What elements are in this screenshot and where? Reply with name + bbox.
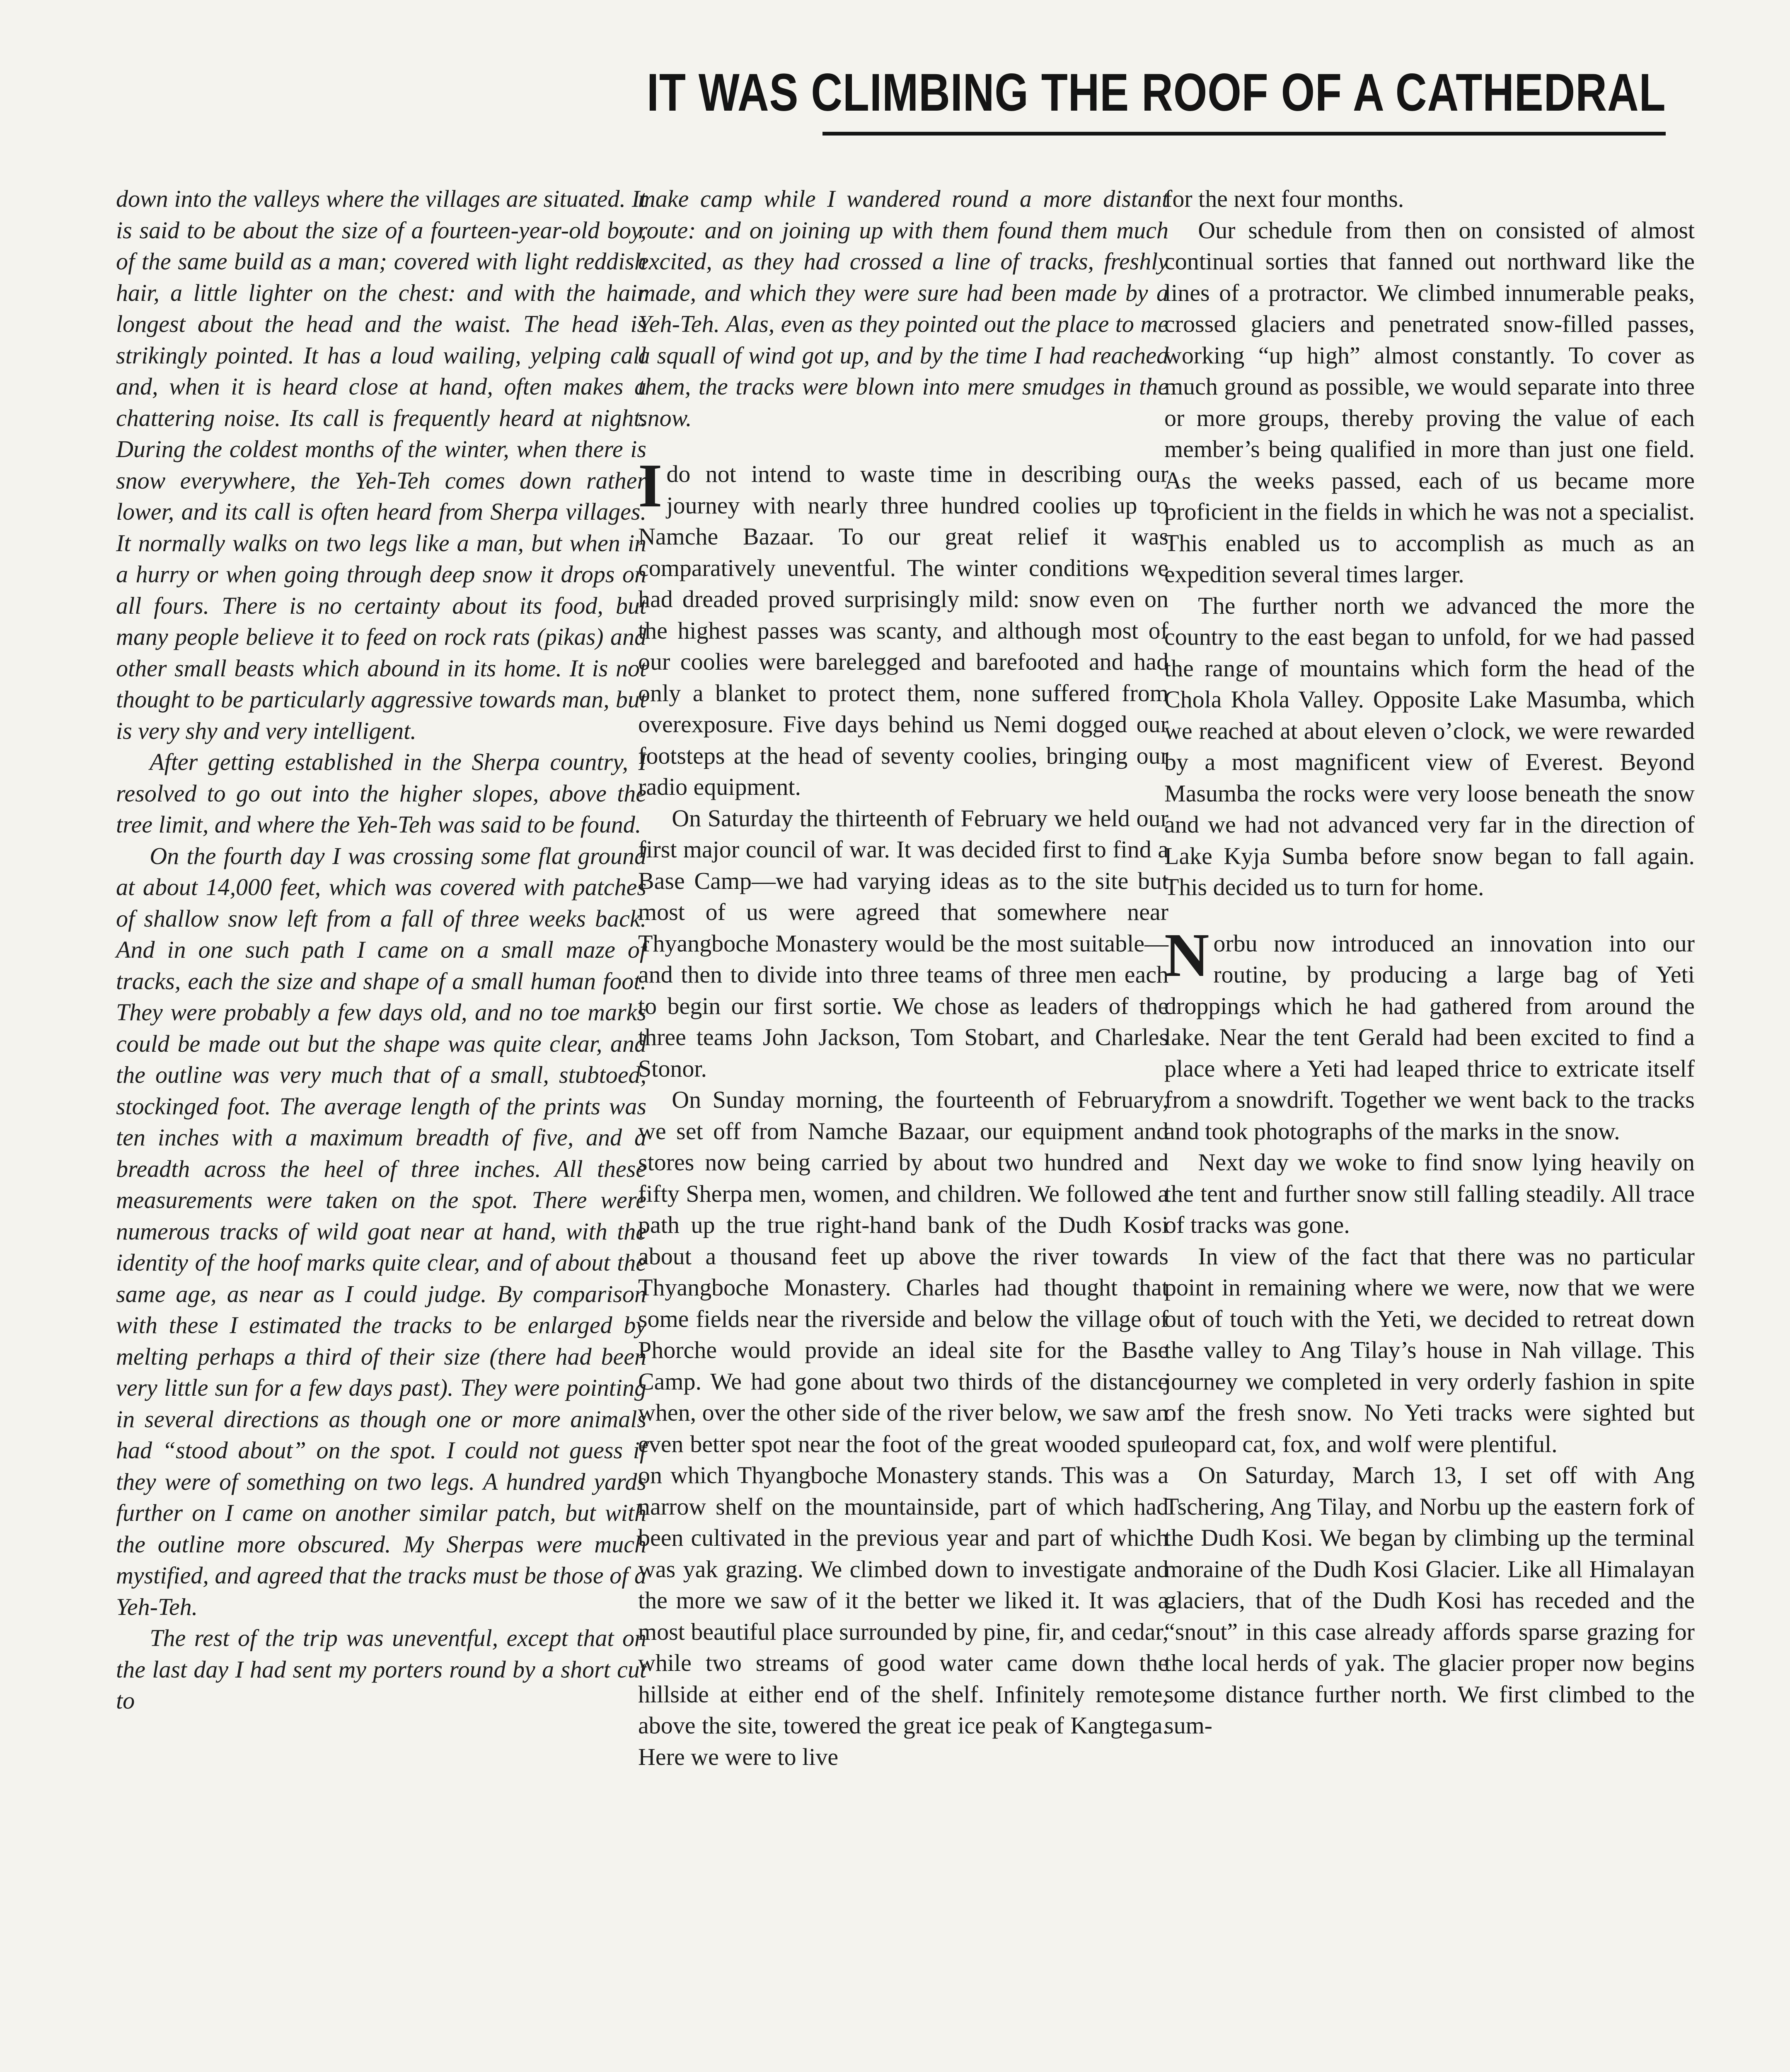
column-1 [116, 183, 646, 1716]
paragraph: On Sunday morning, the fourteenth of February, we set off from Namche Bazaar, our equipment and stores now being carried by about two hundred and fifty Sherpa men, women, and children. We followed a path up the true right-hand bank of the Dudh Kosi about a thousand feet up above the river towards Thyangboche Monastery. Charles had thought that some fields near the riverside and below the village of Phorche would provide an ideal site for the Base Camp. We had gone about two thirds of the distance when, over the other side of the river below, we saw an even better spot near the foot of the great wooded spur on which Thyangboche Monastery stands. This was a narrow shelf on the mountainside, part of which had been cultivated in the previous year and part of which was yak grazing. We climbed down to investigate and the more we saw of it the better we liked it. It was a most beautiful place surrounded by pine, fir, and cedar, while two streams of good water came down the hillside at either end of the shelf. Infinitely remote, above the site, towered the great ice peak of Kangtega. Here we were to live [638, 1086, 1168, 1770]
paragraph-text: orbu now introduced an innovation into our routine, by producing a large bag of Yeti droppings which he had gathered from around the lake. Near the tent Gerald had been excited to find a place where a Yeti had leaped thrice to extricate itself from a snowdrift. Together we went back to the tracks and took photographs of the marks in the snow. [1164, 929, 1695, 1145]
paragraph: The rest of the trip was uneventful, except that on the last day I had sent my porters round by a short cut to [116, 1624, 646, 1714]
paragraph: On Saturday the thirteenth of February we held our first major council of war. It was decided first to find a Base Camp—we had varying ideas as to the site but most of us were agreed that somewhere near Thyangboche Monastery would be the most suitable—and then to divide into three teams of three men each to begin our first sortie. We chose as leaders of the three teams John Jackson, Tom Stobart, and Charles Stonor. [638, 804, 1168, 1082]
paragraph: Our schedule from then on consisted of almost continual sorties that fanned out northward like the lines of a protractor. We climbed innumerable peaks, crossed glaciers and penetrated snow-filled passes, working “up high” almost constantly. To cover as much ground as possible, we would separate into three or more groups, thereby proving the value of each member’s being qualified in more than just one field. As the weeks passed, each of us became more proficient in the fields in which he was not a specialist. This enabled us to accomplish as much as an expedition several times larger. [1164, 216, 1695, 588]
dropcap: N [1164, 920, 1209, 990]
paragraph: Next day we woke to find snow lying heavily on the tent and further snow still falling steadily. All trace of tracks was gone. [1164, 1149, 1695, 1238]
column-3 [1164, 183, 1695, 1741]
paragraph-text: do not intend to waste time in describing our journey with nearly three hundred coolies up to Namche Bazaar. To our great relief it was comparatively uneventful. The winter conditions we had dreaded proved surprisingly mild: snow even on the highest passes was scanty, and although most of our coolies were barelegged and barefooted and had only a blanket to protect them, none suffered from overexposure. Five days behind us Nemi dogged our footsteps at the head of seventy coolies, bringing our radio equipment. [638, 460, 1168, 800]
page-title: IT WAS CLIMBING THE ROOF OF A CATHEDRAL [646, 63, 1666, 122]
paragraph-with-dropcap [1164, 920, 1695, 1147]
dropcap: I [638, 451, 663, 520]
paragraph: make camp while I wandered round a more distant route: and on joining up with them found them much excited, as they had crossed a line of tracks, freshly made, and which they were sure had been made by a Yeh-Teh. Alas, even as they pointed out the place to me a squall of wind got up, and by the time I had reached them, the tracks were blown into mere smudges in the snow. [638, 185, 1168, 431]
paragraph: On Saturday, March 13, I set off with Ang Tschering, Ang Tilay, and Norbu up the eastern fork of the Dudh Kosi. We began by climbing up the terminal moraine of the Dudh Kosi Glacier. Like all Himalayan glaciers, that of the Dudh Kosi has receded and the “snout” in this case already affords sparse grazing for the local herds of yak. The glacier proper now begins some distance further north. We first climbed to the sum- [1164, 1462, 1695, 1739]
paragraph: On the fourth day I was crossing some flat ground at about 14,000 feet, which was covered with patches of shallow snow left from a fall of three weeks back. And in one such path I came on a small maze of tracks, each the size and shape of a small human foot. They were probably a few days old, and no toe marks could be made out but the shape was quite clear, and the outline was very much that of a small, stubtoed, stockinged foot. The average length of the prints was ten inches with a maximum breadth of five, and a breadth across the heel of three inches. All these measurements were taken on the spot. There were numerous tracks of wild goat near at hand, with the identity of the hoof marks quite clear, and of about the same age, as near as I could judge. By comparison with these I estimated the tracks to be enlarged by melting perhaps a third of their size (there had been very little sun for a few days past). They were pointing in several directions as though one or more animals had “stood about” on the spot. I could not guess if they were of something on two legs. A hundred yards further on I came on another similar patch, but with the outline more obscured. My Sherpas were much mystified, and agreed that the tracks must be those of a Yeh-Teh. [116, 842, 646, 1620]
title-rule [822, 132, 1666, 136]
paragraph: After getting established in the Sherpa country, I resolved to go out into the higher slopes, above the tree limit, and where the Yeh-Teh was said to be found. [116, 748, 646, 838]
paragraph: The further north we advanced the more the country to the east began to unfold, for we had passed the range of mountains which form the head of the Chola Khola Valley. Opposite Lake Masumba, which we reached at about eleven o’clock, we were rewarded by a most magnificent view of Everest. Beyond Masumba the rocks were very loose beneath the snow and we had not advanced very far in the direction of Lake Kyja Sumba before snow began to fall again. This decided us to turn for home. [1164, 592, 1695, 900]
paragraph: for the next four months. [1164, 185, 1404, 212]
paragraph-with-dropcap [638, 451, 1168, 803]
column-2 [638, 183, 1168, 1772]
paragraph: down into the valleys where the villages are situated. It is said to be about the size of a fourteen-year-old boy, of the same build as a man; covered with light reddish hair, a little lighter on the chest: and with the hair longest about the head and the waist. The head is strikingly pointed. It has a loud wailing, yelping call and, when it is heard close at hand, often makes a chattering noise. Its call is frequently heard at night. During the coldest months of the winter, when there is snow everywhere, the Yeh-Teh comes down rather lower, and its call is often heard from Sherpa villages. It normally walks on two legs like a man, but when in a hurry or when going through deep snow it drops on all fours. There is no certainty about its food, but many people believe it to feed on rock rats (pikas) and other small beasts which abound in its home. It is not thought to be particularly aggressive towards man, but is very shy and very intelligent. [116, 185, 646, 744]
paragraph: In view of the fact that there was no particular point in remaining where we were, now that we were out of touch with the Yeti, we decided to retreat down the valley to Ang Tilay’s house in Nah village. This journey we completed in very orderly fashion in spite of the fresh snow. No Yeti tracks were sighted but leopard cat, fox, and wolf were plentiful. [1164, 1242, 1695, 1457]
